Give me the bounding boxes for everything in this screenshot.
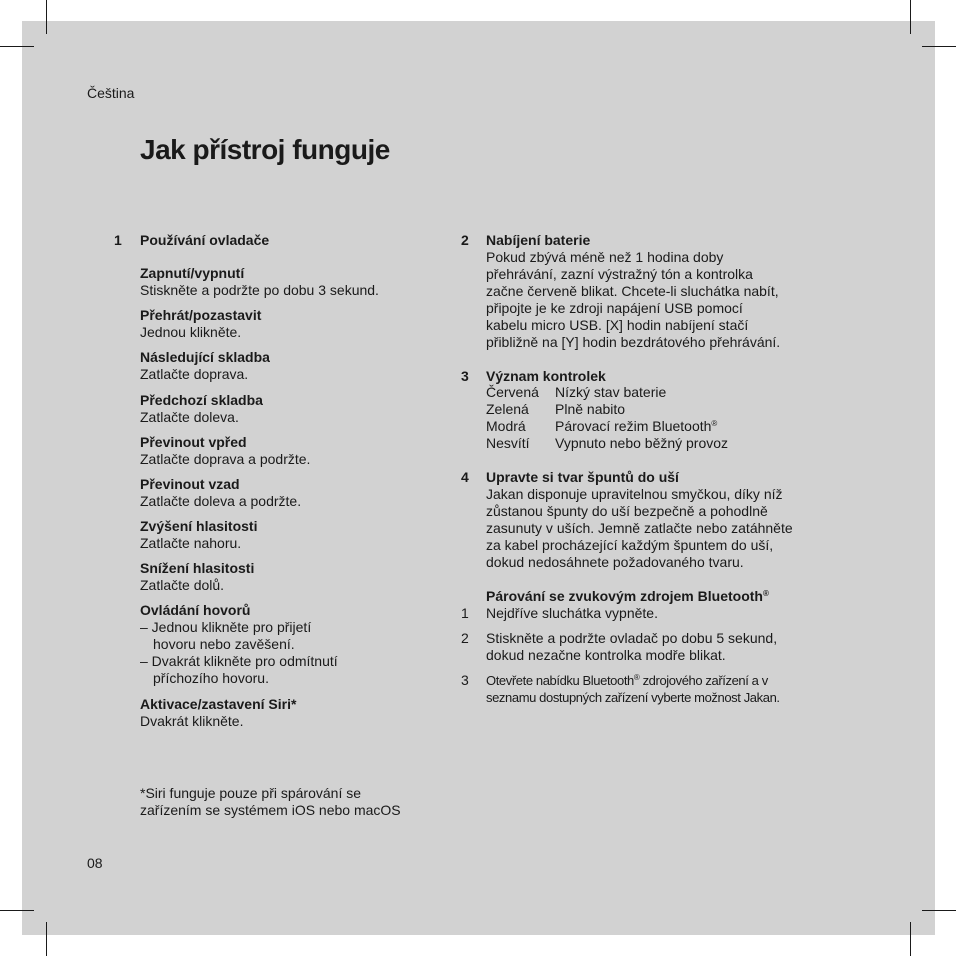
step-number: 2 xyxy=(461,630,469,646)
footnote xyxy=(140,785,401,819)
indicator-meaning: Plně nabito xyxy=(555,401,626,417)
siri-control xyxy=(140,696,296,730)
eartip-section xyxy=(486,469,793,571)
indicator-color: Červená xyxy=(486,384,539,400)
indicator-table xyxy=(486,384,728,452)
indicator-row xyxy=(486,401,728,418)
step-line-part: Otevřete nabídku Bluetooth xyxy=(486,673,634,688)
step-line: seznamu dostupných zařízení vyberte možnost Jakan. xyxy=(486,690,780,705)
crop-mark xyxy=(910,0,911,34)
indicator-meaning: Vypnuto nebo běžný provoz xyxy=(555,435,729,451)
paragraph-line: za kabel procházející každým špuntem do uší, xyxy=(486,537,774,553)
section-number: 3 xyxy=(461,368,469,384)
footnote-line: zařízením se systémem iOS nebo macOS xyxy=(140,802,401,818)
call-line: hovoru nebo zavěšení. xyxy=(153,636,295,652)
control-name: Převinout vzad xyxy=(140,476,240,492)
control-text: Zatlačte doleva. xyxy=(140,409,239,425)
crop-mark xyxy=(46,922,47,956)
paragraph-line: začne červeně blikat. Chcete-li sluchátka nabít, xyxy=(486,283,779,299)
step-line: Stiskněte a podržte ovladač po dobu 5 sekund, xyxy=(486,630,778,646)
step-line-part: zdrojového zařízení a v xyxy=(639,673,768,688)
control-text: Dvakrát klikněte. xyxy=(140,713,244,729)
paragraph-line: přehrávání, zazní výstražný tón a kontrolka xyxy=(486,266,753,282)
control-item xyxy=(140,349,270,383)
pairing-heading xyxy=(486,588,769,604)
paragraph-line: Pokud zbývá méně než 1 hodina doby xyxy=(486,249,724,265)
control-text: Zatlačte doprava a podržte. xyxy=(140,451,311,467)
control-name: Předchozí skladba xyxy=(140,392,263,408)
control-name: Přehrát/pozastavit xyxy=(140,307,262,323)
control-text: Jednou klikněte. xyxy=(140,324,242,340)
control-name: Snížení hlasitosti xyxy=(140,560,255,576)
control-name: Zapnutí/vypnutí xyxy=(140,265,245,281)
step-text: Nejdříve sluchátka vypněte. xyxy=(486,605,658,621)
section-heading: Nabíjení baterie xyxy=(486,232,591,248)
pairing-heading-text: Párování se zvukovým zdrojem Bluetooth xyxy=(486,588,763,604)
control-name: Aktivace/zastavení Siri* xyxy=(140,696,297,712)
control-item xyxy=(140,265,379,299)
indicator-row xyxy=(486,384,728,401)
control-item xyxy=(140,434,310,468)
indicator-row xyxy=(486,418,728,435)
paragraph-line: zasunuty v uších. Jemně zatlačte nebo zatáhněte xyxy=(486,520,793,536)
control-text: Zatlačte dolů. xyxy=(140,577,225,593)
call-line: – Dvakrát klikněte pro odmítnutí xyxy=(140,653,338,669)
indicator-meaning: Párovací režim Bluetooth xyxy=(555,418,712,434)
control-item xyxy=(140,476,301,510)
call-line: – Jednou klikněte pro přijetí xyxy=(140,619,312,635)
crop-mark xyxy=(922,46,956,47)
crop-mark xyxy=(0,910,34,911)
registered-mark: ® xyxy=(633,673,640,682)
registered-mark: ® xyxy=(711,419,718,428)
section-number: 1 xyxy=(114,232,122,248)
control-item xyxy=(140,392,263,426)
indicator-meaning: Nízký stav baterie xyxy=(555,384,667,400)
crop-mark xyxy=(910,922,911,956)
control-item xyxy=(140,307,261,341)
crop-mark xyxy=(46,0,47,34)
section-number: 4 xyxy=(461,469,469,485)
crop-mark xyxy=(922,910,956,911)
step-line xyxy=(486,672,768,689)
section-heading: Upravte si tvar špuntů do uší xyxy=(486,469,679,485)
indicator-color: Nesvítí xyxy=(486,435,530,451)
page-number: 08 xyxy=(87,855,103,871)
control-name: Následující skladba xyxy=(140,349,270,365)
section-heading: Význam kontrolek xyxy=(486,368,606,384)
paragraph-line: zůstanou špunty do uší bezpečně a pohodlně xyxy=(486,503,768,519)
control-text: Zatlačte nahoru. xyxy=(140,535,242,551)
section-heading: Používání ovladače xyxy=(140,232,270,248)
paragraph-line: Jakan disponuje upravitelnou smyčkou, díky níž xyxy=(486,486,783,502)
control-text: Zatlačte doleva a podržte. xyxy=(140,493,302,509)
charging-section xyxy=(486,232,780,351)
crop-mark xyxy=(0,46,34,47)
step-number: 3 xyxy=(461,672,469,688)
step-text xyxy=(486,630,777,664)
section-number: 2 xyxy=(461,232,469,248)
control-name: Převinout vpřed xyxy=(140,434,247,450)
control-item xyxy=(140,518,257,552)
control-text: Zatlačte doprava. xyxy=(140,366,249,382)
control-text: Stiskněte a podržte po dobu 3 sekund. xyxy=(140,282,379,298)
control-item xyxy=(140,560,254,594)
call-line: příchozího hovoru. xyxy=(153,670,269,686)
call-controls xyxy=(140,602,338,687)
paragraph-line: kabelu micro USB. [X] hodin nabíjení stačí xyxy=(486,317,749,333)
language-label: Čeština xyxy=(87,85,135,101)
indicator-color: Modrá xyxy=(486,418,526,434)
indicator-row xyxy=(486,435,728,452)
paragraph-line: připojte je ke zdroji napájení USB pomocí xyxy=(486,300,743,316)
step-number: 1 xyxy=(461,605,469,621)
indicator-color: Zelená xyxy=(486,401,529,417)
footnote-line: *Siri funguje pouze při spárování se xyxy=(140,785,362,801)
control-name: Zvýšení hlasitosti xyxy=(140,518,258,534)
paragraph-line: dokud nedosáhnete požadovaného tvaru. xyxy=(486,554,744,570)
step-line: dokud nezačne kontrolka modře blikat. xyxy=(486,647,726,663)
registered-mark: ® xyxy=(762,589,769,598)
control-name: Ovládání hovorů xyxy=(140,602,251,618)
page-title: Jak přístroj funguje xyxy=(140,134,390,165)
paragraph-line: přibližně na [Y] hodin bezdrátového přehrávání. xyxy=(486,334,781,350)
